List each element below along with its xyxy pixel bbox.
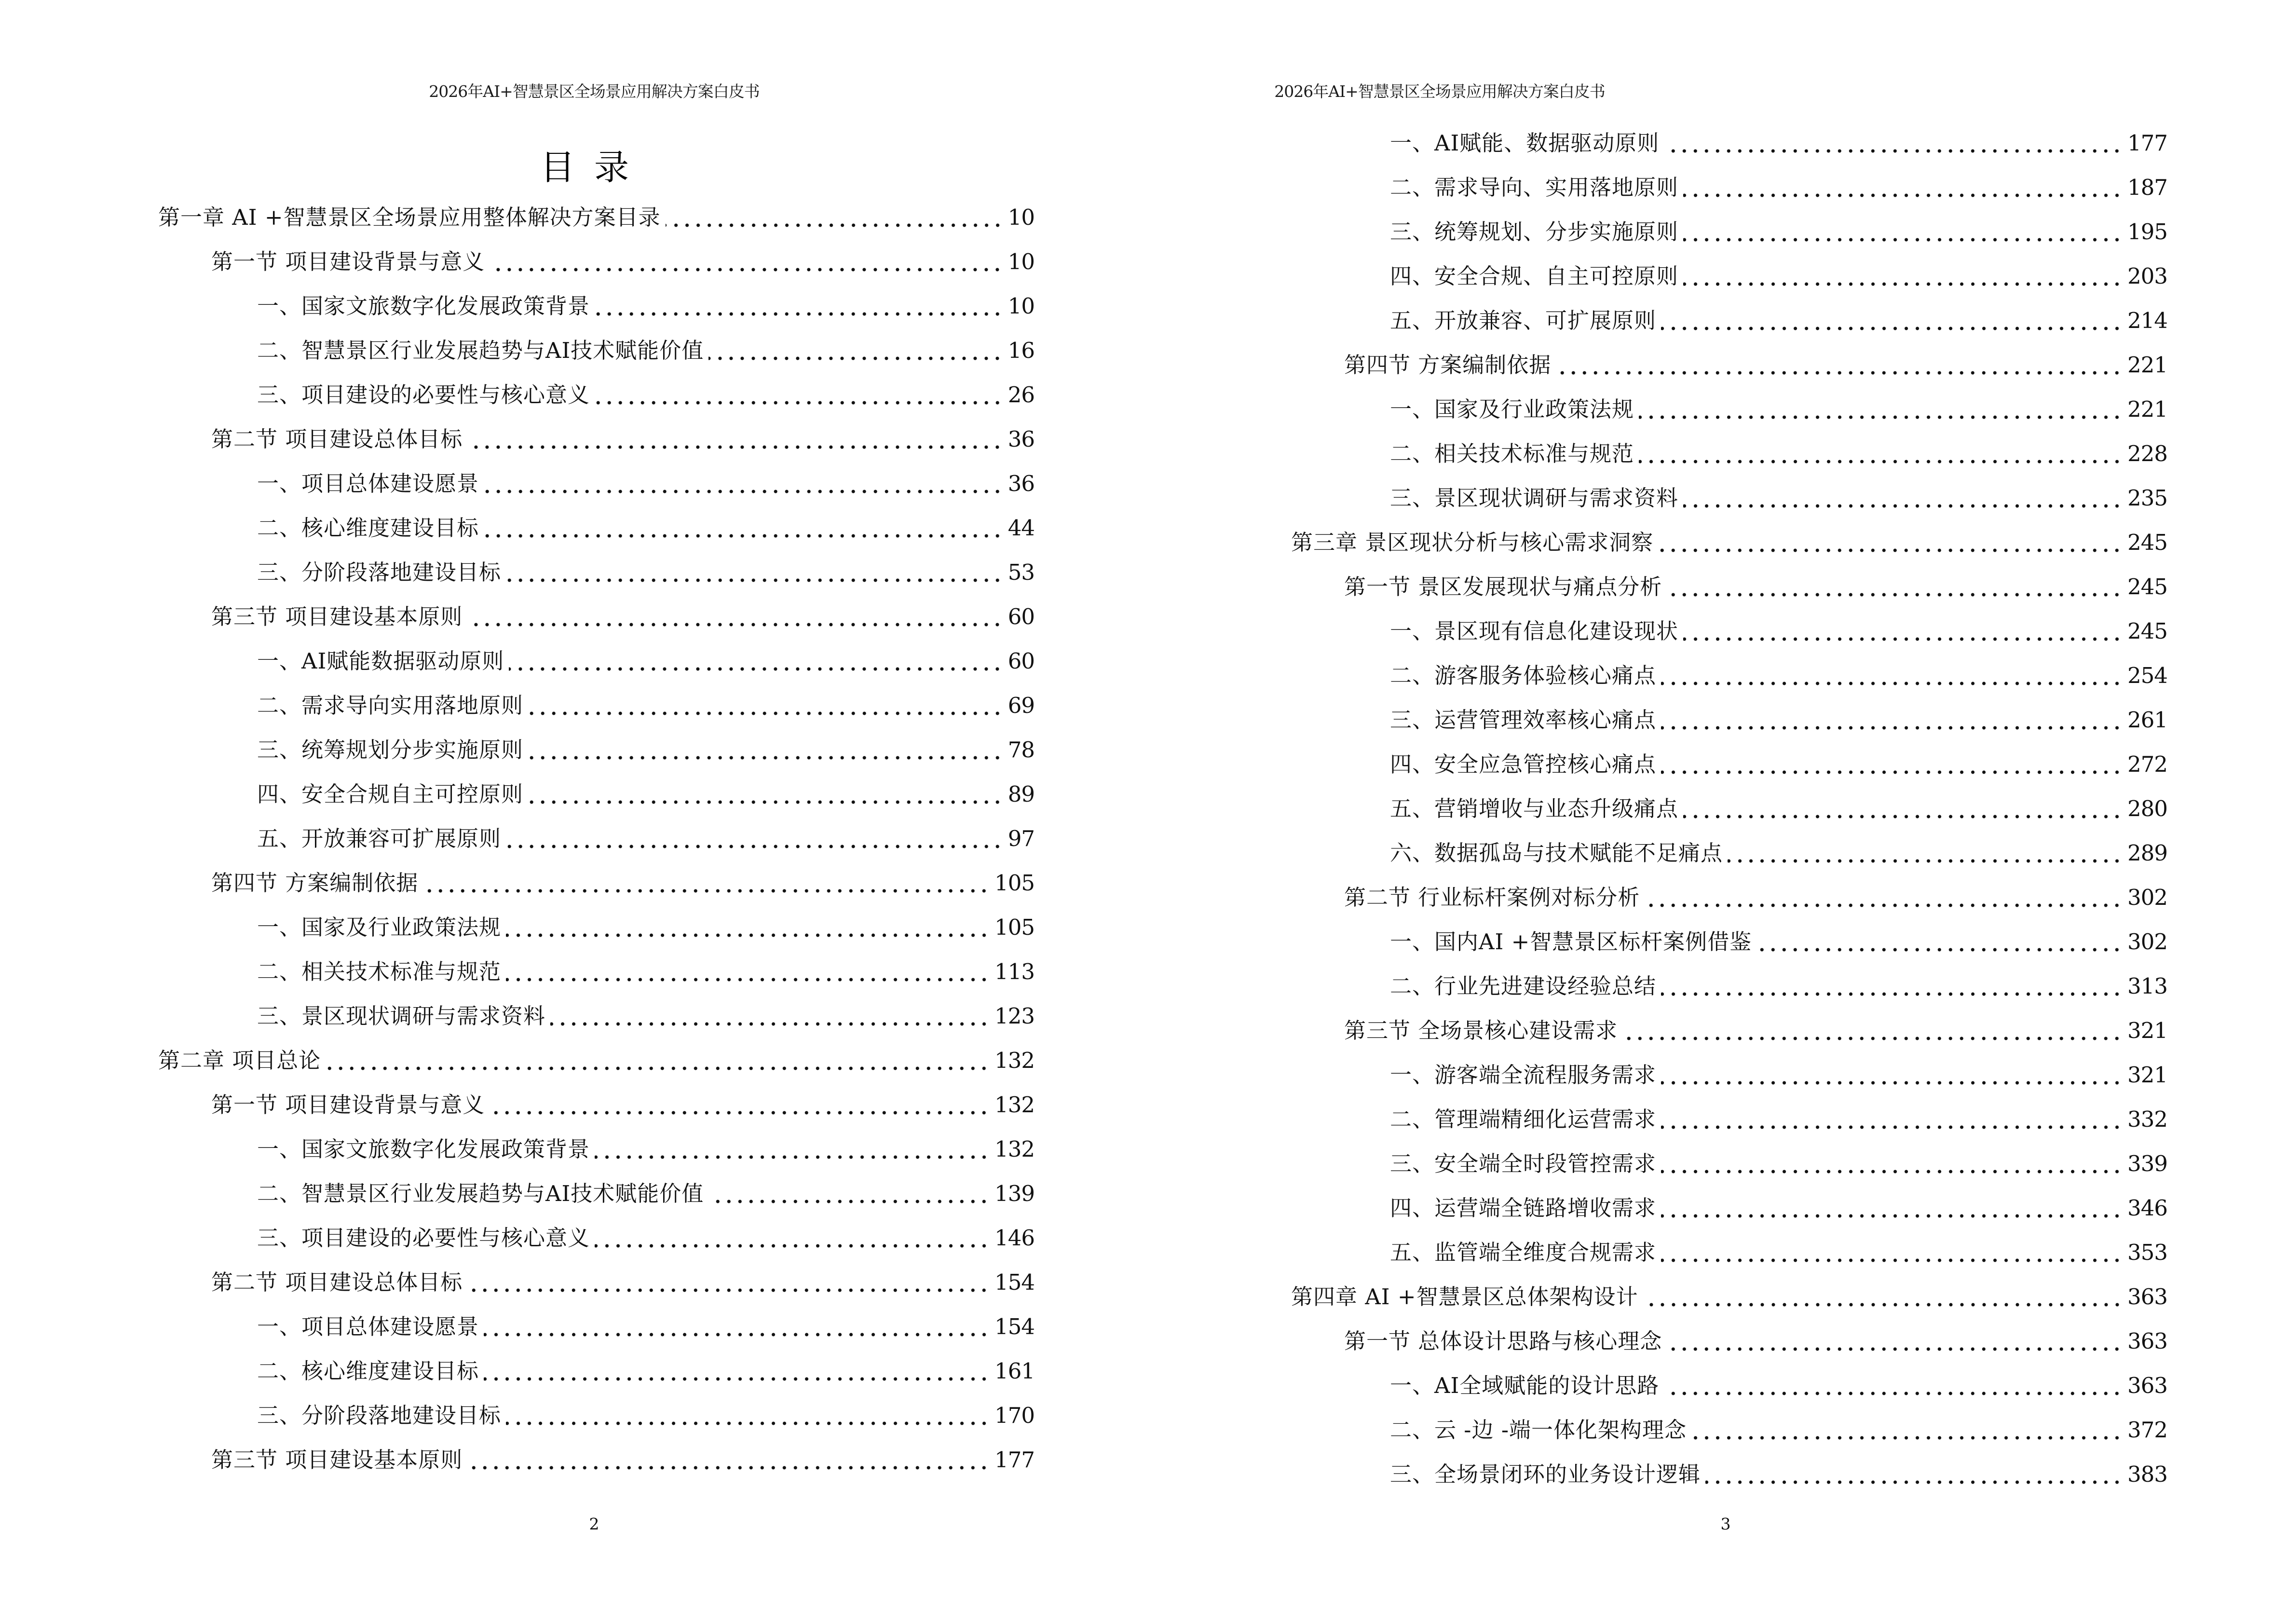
toc-entry-label: 四、运营端全链路增收需求 bbox=[1390, 1195, 1657, 1221]
dot-leader bbox=[708, 338, 1003, 364]
toc-subsection-entry[interactable] bbox=[0, 1393, 1144, 1438]
toc-entry-label: 第一章 AI +智慧景区全场景应用整体解决方案目录 bbox=[158, 205, 661, 230]
toc-subsection-entry[interactable] bbox=[1144, 432, 2287, 476]
toc-entry-page-number: 60 bbox=[1007, 648, 1035, 674]
dot-leader bbox=[484, 515, 1003, 541]
dot-leader bbox=[1661, 1151, 2123, 1177]
toc-entry-page-number: 346 bbox=[2127, 1195, 2167, 1221]
toc-subsection-entry[interactable] bbox=[1144, 1142, 2287, 1186]
toc-subsection-entry[interactable] bbox=[1144, 121, 2287, 165]
dot-leader bbox=[1639, 441, 2123, 467]
toc-entry-page-number: 132 bbox=[994, 1092, 1035, 1118]
toc-subsection-entry[interactable] bbox=[1144, 698, 2287, 742]
dot-leader bbox=[467, 1447, 990, 1473]
dot-leader bbox=[595, 1136, 990, 1162]
dot-leader bbox=[490, 249, 1003, 275]
toc-entry-label: 二、需求导向、实用落地原则 bbox=[1390, 175, 1679, 200]
dot-leader bbox=[1691, 1417, 2123, 1443]
toc-entry-label: 四、安全应急管控核心痛点 bbox=[1390, 751, 1657, 777]
toc-entry-label: 第一节 总体设计思路与核心理念 bbox=[1344, 1328, 1662, 1354]
toc-entry-page-number: 69 bbox=[1007, 693, 1035, 718]
toc-entry-page-number: 26 bbox=[1007, 382, 1035, 408]
dot-leader bbox=[326, 1048, 990, 1074]
dot-leader bbox=[1639, 396, 2123, 423]
toc-entry-page-number: 60 bbox=[1007, 604, 1035, 629]
dot-leader bbox=[1683, 618, 2123, 644]
toc-entry-page-number: 302 bbox=[2127, 885, 2167, 910]
dot-leader bbox=[1756, 929, 2123, 955]
toc-entry-page-number: 36 bbox=[1007, 426, 1035, 452]
toc-entry-label: 一、AI赋能、数据驱动原则 bbox=[1390, 130, 1660, 156]
toc-entry-label: 第三节 项目建设基本原则 bbox=[211, 1447, 463, 1473]
toc-entry-page-number: 177 bbox=[994, 1447, 1035, 1473]
toc-entry-label: 第四章 AI +智慧景区总体架构设计 bbox=[1291, 1284, 1638, 1310]
toc-entry-page-number: 353 bbox=[2127, 1240, 2167, 1265]
toc-entry-label: 第三节 项目建设基本原则 bbox=[211, 604, 463, 629]
toc-subsection-entry[interactable] bbox=[0, 994, 1144, 1038]
dot-leader bbox=[1664, 1373, 2123, 1399]
toc-subsection-entry[interactable] bbox=[1144, 1230, 2287, 1275]
dot-leader bbox=[1661, 973, 2123, 999]
toc-entry-page-number: 214 bbox=[2127, 308, 2167, 333]
toc-subsection-entry[interactable] bbox=[0, 1172, 1144, 1216]
dot-leader bbox=[1645, 885, 2123, 911]
toc-entry-page-number: 177 bbox=[2127, 130, 2167, 156]
dot-leader bbox=[1661, 1240, 2123, 1266]
dot-leader bbox=[484, 1358, 990, 1384]
dot-leader bbox=[506, 914, 990, 941]
toc-subsection-entry[interactable] bbox=[0, 817, 1144, 861]
toc-chapter-entry[interactable] bbox=[0, 1038, 1144, 1083]
toc-entry-label: 三、景区现状调研与需求资料 bbox=[1390, 485, 1679, 511]
dot-leader bbox=[550, 1003, 990, 1029]
toc-entry-label: 二、游客服务体验核心痛点 bbox=[1390, 663, 1657, 688]
toc-title: 目录 bbox=[540, 147, 648, 188]
toc-subsection-entry[interactable] bbox=[1144, 964, 2287, 1009]
toc-section-entry[interactable] bbox=[0, 417, 1144, 462]
dot-leader bbox=[1556, 352, 2123, 378]
toc-section-entry[interactable] bbox=[0, 861, 1144, 905]
dot-leader bbox=[1661, 1106, 2123, 1133]
toc-entry-page-number: 132 bbox=[994, 1136, 1035, 1162]
toc-entry-label: 二、智慧景区行业发展趋势与AI技术赋能价值 bbox=[257, 1181, 704, 1206]
dot-leader bbox=[1661, 1062, 2123, 1088]
dot-leader bbox=[708, 1181, 990, 1207]
toc-section-entry[interactable] bbox=[1144, 1009, 2287, 1053]
toc-entry-page-number: 44 bbox=[1007, 515, 1035, 541]
toc-entry-page-number: 154 bbox=[994, 1314, 1035, 1339]
toc-section-entry[interactable] bbox=[1144, 1319, 2287, 1364]
toc-entry-label: 二、核心维度建设目标 bbox=[257, 515, 479, 541]
dot-leader bbox=[1658, 530, 2123, 556]
dot-leader bbox=[1664, 130, 2123, 156]
dot-leader bbox=[1683, 175, 2123, 201]
toc-entry-page-number: 235 bbox=[2127, 485, 2167, 511]
dot-leader bbox=[506, 1403, 990, 1429]
toc-entry-page-number: 139 bbox=[994, 1181, 1035, 1206]
dot-leader bbox=[506, 826, 1003, 852]
dot-leader bbox=[528, 781, 1003, 807]
dot-leader bbox=[423, 870, 990, 896]
toc-entry-page-number: 105 bbox=[994, 914, 1035, 940]
toc-entry-page-number: 254 bbox=[2127, 663, 2167, 688]
dot-leader bbox=[1728, 840, 2123, 866]
toc-chapter-entry[interactable] bbox=[1144, 1275, 2287, 1319]
toc-subsection-entry[interactable] bbox=[0, 328, 1144, 373]
toc-entry-page-number: 53 bbox=[1007, 560, 1035, 585]
toc-entry-page-number: 36 bbox=[1007, 471, 1035, 496]
dot-leader bbox=[528, 737, 1003, 763]
toc-entry-page-number: 97 bbox=[1007, 826, 1035, 851]
toc-subsection-entry[interactable] bbox=[0, 639, 1144, 683]
toc-entry-page-number: 332 bbox=[2127, 1106, 2167, 1132]
toc-entry-label: 三、全场景闭环的业务设计逻辑 bbox=[1390, 1461, 1701, 1487]
toc-entry-page-number: 113 bbox=[994, 959, 1035, 984]
toc-entry-label: 三、运营管理效率核心痛点 bbox=[1390, 707, 1657, 733]
toc-entry-page-number: 195 bbox=[2127, 219, 2167, 245]
toc-entry-label: 四、安全合规、自主可控原则 bbox=[1390, 263, 1679, 289]
dot-leader bbox=[1622, 1018, 2123, 1044]
toc-subsection-entry[interactable] bbox=[0, 1305, 1144, 1349]
toc-section-entry[interactable] bbox=[1144, 343, 2287, 387]
toc-entry-page-number: 10 bbox=[1007, 249, 1035, 274]
right-page bbox=[1144, 0, 2287, 1624]
toc-subsection-entry[interactable] bbox=[0, 950, 1144, 994]
dot-leader bbox=[1661, 1195, 2123, 1221]
toc-entry-page-number: 203 bbox=[2127, 263, 2167, 289]
toc-entry-page-number: 132 bbox=[994, 1048, 1035, 1073]
toc-entry-page-number: 221 bbox=[2127, 396, 2167, 422]
toc-entry-page-number: 261 bbox=[2127, 707, 2167, 733]
toc-section-entry[interactable] bbox=[0, 1260, 1144, 1305]
toc-entry-page-number: 272 bbox=[2127, 751, 2167, 777]
toc-entry-label: 第四节 方案编制依据 bbox=[211, 870, 419, 896]
toc-entry-page-number: 302 bbox=[2127, 929, 2167, 955]
dot-leader bbox=[1667, 574, 2123, 600]
page-number: 3 bbox=[1720, 1515, 1731, 1533]
toc-section-entry[interactable] bbox=[0, 240, 1144, 284]
dot-leader bbox=[666, 205, 1003, 231]
toc-entry-page-number: 289 bbox=[2127, 840, 2167, 866]
toc-entry-label: 一、国家文旅数字化发展政策背景 bbox=[257, 1136, 590, 1162]
toc-entry-label: 六、数据孤岛与技术赋能不足痛点 bbox=[1390, 840, 1723, 866]
toc-subsection-entry[interactable] bbox=[1144, 1452, 2287, 1497]
dot-leader bbox=[1705, 1461, 2123, 1488]
toc-entry-label: 三、项目建设的必要性与核心意义 bbox=[257, 382, 590, 408]
dot-leader bbox=[506, 560, 1003, 586]
dot-leader bbox=[1683, 485, 2123, 511]
toc-chapter-entry[interactable] bbox=[0, 195, 1144, 240]
toc-subsection-entry[interactable] bbox=[1144, 787, 2287, 831]
toc-entry-page-number: 245 bbox=[2127, 618, 2167, 644]
dot-leader bbox=[467, 1269, 990, 1296]
toc-subsection-entry[interactable] bbox=[1144, 920, 2287, 964]
toc-entry-label: 第一节 景区发展现状与痛点分析 bbox=[1344, 574, 1662, 600]
dot-leader bbox=[1661, 663, 2123, 689]
dot-leader bbox=[484, 1314, 990, 1340]
toc-entry-label: 二、行业先进建设经验总结 bbox=[1390, 973, 1657, 999]
toc-subsection-entry[interactable] bbox=[0, 373, 1144, 417]
toc-entry-page-number: 363 bbox=[2127, 1284, 2167, 1310]
dot-leader bbox=[1683, 263, 2123, 289]
toc-subsection-entry[interactable] bbox=[0, 550, 1144, 595]
toc-entry-page-number: 161 bbox=[994, 1358, 1035, 1384]
toc-entry-page-number: 123 bbox=[994, 1003, 1035, 1029]
toc-entry-label: 三、分阶段落地建设目标 bbox=[257, 1403, 502, 1428]
toc-entry-label: 第二节 行业标杆案例对标分析 bbox=[1344, 885, 1640, 910]
toc-section-entry[interactable] bbox=[1144, 875, 2287, 920]
toc-entry-label: 二、管理端精细化运营需求 bbox=[1390, 1106, 1657, 1132]
toc-entry-label: 二、需求导向实用落地原则 bbox=[257, 693, 524, 718]
toc-entry-page-number: 339 bbox=[2127, 1151, 2167, 1176]
toc-entry-label: 三、统筹规划分步实施原则 bbox=[257, 737, 524, 763]
toc-entry-label: 三、安全端全时段管控需求 bbox=[1390, 1151, 1657, 1176]
toc-subsection-entry[interactable] bbox=[1144, 210, 2287, 254]
toc-entry-label: 第一节 项目建设背景与意义 bbox=[211, 1092, 485, 1118]
toc-entry-page-number: 170 bbox=[994, 1403, 1035, 1428]
toc-entry-label: 三、分阶段落地建设目标 bbox=[257, 560, 502, 585]
toc-entry-label: 二、核心维度建设目标 bbox=[257, 1358, 479, 1384]
toc-entry-label: 三、统筹规划、分步实施原则 bbox=[1390, 219, 1679, 245]
dot-leader bbox=[595, 1225, 990, 1251]
dot-leader bbox=[467, 426, 1003, 452]
toc-subsection-entry[interactable] bbox=[0, 1349, 1144, 1393]
dot-leader bbox=[1683, 796, 2123, 822]
toc-entry-label: 一、游客端全流程服务需求 bbox=[1390, 1062, 1657, 1088]
toc-entry-page-number: 245 bbox=[2127, 530, 2167, 555]
toc-entry-label: 一、国内AI +智慧景区标杆案例借鉴 bbox=[1390, 929, 1752, 955]
toc-entry-label: 一、AI全域赋能的设计思路 bbox=[1390, 1373, 1660, 1398]
toc-entry-label: 三、项目建设的必要性与核心意义 bbox=[257, 1225, 590, 1251]
toc-list bbox=[0, 195, 1144, 1482]
toc-subsection-entry[interactable] bbox=[1144, 1408, 2287, 1452]
toc-entry-label: 第二章 项目总论 bbox=[158, 1048, 321, 1073]
toc-entry-label: 一、国家及行业政策法规 bbox=[257, 914, 502, 940]
toc-subsection-entry[interactable] bbox=[1144, 387, 2287, 432]
toc-entry-label: 第四节 方案编制依据 bbox=[1344, 352, 1552, 378]
toc-entry-page-number: 146 bbox=[994, 1225, 1035, 1251]
toc-entry-label: 第二节 项目建设总体目标 bbox=[211, 1269, 463, 1295]
toc-entry-label: 二、相关技术标准与规范 bbox=[1390, 441, 1634, 466]
toc-subsection-entry[interactable] bbox=[1144, 831, 2287, 875]
toc-subsection-entry[interactable] bbox=[1144, 1364, 2287, 1408]
dot-leader bbox=[1683, 219, 2123, 245]
toc-subsection-entry[interactable] bbox=[0, 284, 1144, 328]
toc-subsection-entry[interactable] bbox=[0, 506, 1144, 550]
toc-subsection-entry[interactable] bbox=[0, 1127, 1144, 1172]
toc-entry-label: 第二节 项目建设总体目标 bbox=[211, 426, 463, 452]
toc-entry-page-number: 89 bbox=[1007, 781, 1035, 807]
toc-entry-label: 五、营销增收与业态升级痛点 bbox=[1390, 796, 1679, 821]
toc-entry-page-number: 280 bbox=[2127, 796, 2167, 821]
toc-entry-page-number: 187 bbox=[2127, 175, 2167, 200]
dot-leader bbox=[484, 471, 1003, 497]
dot-leader bbox=[1643, 1284, 2123, 1310]
toc-entry-label: 第三节 全场景核心建设需求 bbox=[1344, 1018, 1618, 1043]
toc-entry-page-number: 105 bbox=[994, 870, 1035, 896]
dot-leader bbox=[509, 648, 1003, 674]
toc-entry-label: 一、国家及行业政策法规 bbox=[1390, 396, 1634, 422]
toc-subsection-entry[interactable] bbox=[0, 905, 1144, 950]
dot-leader bbox=[1661, 751, 2123, 778]
dot-leader bbox=[1667, 1328, 2123, 1354]
toc-entry-label: 三、景区现状调研与需求资料 bbox=[257, 1003, 546, 1029]
toc-subsection-entry[interactable] bbox=[0, 772, 1144, 817]
toc-entry-label: 一、景区现有信息化建设现状 bbox=[1390, 618, 1679, 644]
toc-entry-label: 五、开放兼容、可扩展原则 bbox=[1390, 308, 1657, 333]
dot-leader bbox=[595, 382, 1003, 408]
dot-leader bbox=[506, 959, 990, 985]
toc-subsection-entry[interactable] bbox=[1144, 165, 2287, 210]
running-header: 2026年AI+智慧景区全场景应用解决方案白皮书 bbox=[429, 82, 760, 101]
toc-subsection-entry[interactable] bbox=[1144, 254, 2287, 299]
toc-entry-label: 五、监管端全维度合规需求 bbox=[1390, 1240, 1657, 1265]
toc-entry-label: 一、AI赋能数据驱动原则 bbox=[257, 648, 504, 674]
dot-leader bbox=[528, 693, 1003, 719]
toc-entry-page-number: 228 bbox=[2127, 441, 2167, 466]
toc-entry-label: 二、相关技术标准与规范 bbox=[257, 959, 502, 984]
toc-subsection-entry[interactable] bbox=[1144, 476, 2287, 520]
toc-subsection-entry[interactable] bbox=[1144, 1186, 2287, 1230]
toc-entry-page-number: 10 bbox=[1007, 205, 1035, 230]
dot-leader bbox=[1661, 308, 2123, 334]
toc-entry-label: 一、项目总体建设愿景 bbox=[257, 471, 479, 496]
dot-leader bbox=[1661, 707, 2123, 733]
toc-entry-label: 一、项目总体建设愿景 bbox=[257, 1314, 479, 1339]
toc-entry-label: 一、国家文旅数字化发展政策背景 bbox=[257, 293, 590, 319]
toc-subsection-entry[interactable] bbox=[0, 1216, 1144, 1260]
toc-entry-page-number: 221 bbox=[2127, 352, 2167, 378]
running-header: 2026年AI+智慧景区全场景应用解决方案白皮书 bbox=[1274, 82, 1605, 101]
toc-subsection-entry[interactable] bbox=[1144, 654, 2287, 698]
toc-section-entry[interactable] bbox=[0, 1083, 1144, 1127]
toc-entry-page-number: 372 bbox=[2127, 1417, 2167, 1443]
toc-section-entry[interactable] bbox=[0, 595, 1144, 639]
toc-subsection-entry[interactable] bbox=[1144, 609, 2287, 654]
toc-subsection-entry[interactable] bbox=[1144, 299, 2287, 343]
toc-section-entry[interactable] bbox=[0, 1438, 1144, 1482]
toc-subsection-entry[interactable] bbox=[0, 462, 1144, 506]
toc-list bbox=[1144, 121, 2287, 1497]
toc-entry-page-number: 363 bbox=[2127, 1328, 2167, 1354]
toc-subsection-entry[interactable] bbox=[1144, 742, 2287, 787]
toc-subsection-entry[interactable] bbox=[1144, 1097, 2287, 1142]
page-number: 2 bbox=[589, 1515, 599, 1533]
toc-section-entry[interactable] bbox=[1144, 565, 2287, 609]
toc-entry-page-number: 16 bbox=[1007, 338, 1035, 363]
toc-entry-label: 五、开放兼容可扩展原则 bbox=[257, 826, 502, 851]
dot-leader bbox=[467, 604, 1003, 630]
toc-entry-label: 二、云 -边 -端一体化架构理念 bbox=[1390, 1417, 1687, 1443]
toc-subsection-entry[interactable] bbox=[0, 728, 1144, 772]
toc-entry-page-number: 321 bbox=[2127, 1018, 2167, 1043]
toc-entry-label: 四、安全合规自主可控原则 bbox=[257, 781, 524, 807]
toc-entry-label: 第一节 项目建设背景与意义 bbox=[211, 249, 485, 274]
toc-entry-page-number: 383 bbox=[2127, 1461, 2167, 1487]
toc-entry-page-number: 321 bbox=[2127, 1062, 2167, 1088]
dot-leader bbox=[595, 293, 1003, 319]
dot-leader bbox=[490, 1092, 990, 1118]
toc-entry-page-number: 313 bbox=[2127, 973, 2167, 999]
toc-entry-label: 第三章 景区现状分析与核心需求洞察 bbox=[1291, 530, 1654, 555]
toc-subsection-entry[interactable] bbox=[0, 683, 1144, 728]
toc-entry-page-number: 363 bbox=[2127, 1373, 2167, 1398]
toc-entry-page-number: 10 bbox=[1007, 293, 1035, 319]
toc-entry-label: 二、智慧景区行业发展趋势与AI技术赋能价值 bbox=[257, 338, 704, 363]
toc-entry-page-number: 78 bbox=[1007, 737, 1035, 763]
toc-chapter-entry[interactable] bbox=[1144, 520, 2287, 565]
toc-subsection-entry[interactable] bbox=[1144, 1053, 2287, 1097]
toc-entry-page-number: 245 bbox=[2127, 574, 2167, 600]
toc-entry-page-number: 154 bbox=[994, 1269, 1035, 1295]
